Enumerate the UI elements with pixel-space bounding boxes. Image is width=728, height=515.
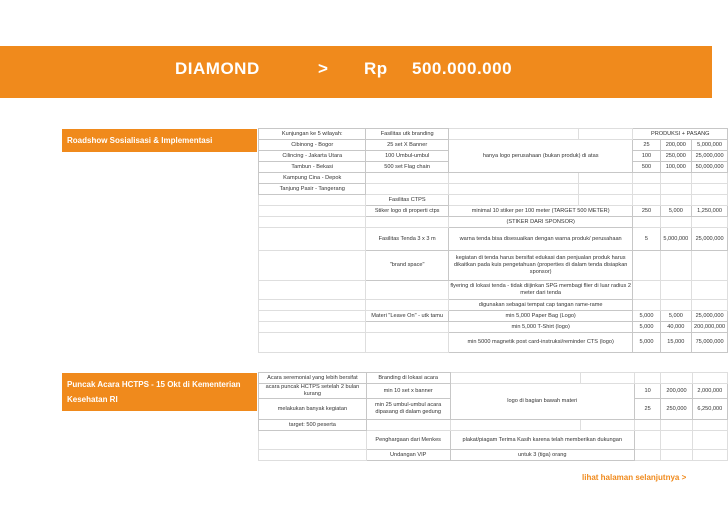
branding-item: 25 set X Banner <box>366 140 448 151</box>
total-cell: 25,000,000 <box>692 228 728 251</box>
qty-cell: 500 <box>633 162 660 173</box>
puncak-table <box>258 372 728 461</box>
price-cell: 200,000 <box>661 384 692 399</box>
puncak-target: target: 500 peserta <box>259 420 367 431</box>
tenda-item: Fasilitas Tenda 3 x 3 m <box>366 228 448 251</box>
price-cell: 200,000 <box>660 140 692 151</box>
qty-cell: 100 <box>633 151 660 162</box>
table-row <box>259 300 728 311</box>
leave-on-item: Materi "Leave On" - utk tamu <box>366 311 448 322</box>
branding-note: hanya logo perusahaan (bukan produk) di atas <box>448 140 633 173</box>
total-cell: 200,000,000 <box>692 322 728 333</box>
table-row <box>259 373 728 384</box>
untuk-desc: untuk 3 (tiga) orang <box>450 450 634 461</box>
puncak-desc: acara puncak HCTPS setelah 2 bulan kurang <box>259 384 367 399</box>
logo-note: logo di bagian bawah materi <box>450 384 634 420</box>
total-cell: 75,000,000 <box>692 333 728 353</box>
leave-on-desc: min 5,000 T-Shirt (logo) <box>448 322 633 333</box>
qty-cell: 25 <box>633 140 660 151</box>
location-cell: Tanjung Pasir - Tangerang <box>259 184 366 195</box>
plakat-desc: plakat/piagam Terima Kasih karena telah memberikan dukungan <box>450 431 634 450</box>
total-cell: 6,250,000 <box>692 399 727 420</box>
table-row <box>259 184 728 195</box>
location-cell: Tambun - Bekasi <box>259 162 366 173</box>
qty-cell: 25 <box>634 399 660 420</box>
banner-currency: Rp <box>364 59 388 78</box>
brandspace-desc: flyering di lokasi tenda - tidak diijinkan SPG membagi flier di luar radius 2 meter dari tenda <box>448 281 633 300</box>
table-row <box>259 431 728 450</box>
table-row <box>259 206 728 217</box>
branding-item: 500 set Flag chain <box>366 162 448 173</box>
price-cell: 15,000 <box>660 333 692 353</box>
puncak-desc: Acara seremonial yang lebih bersifat <box>259 373 367 384</box>
branding-header: Fasilitas utk branding <box>366 129 448 140</box>
tenda-desc: warna tenda bisa disesuaikan dengan warna produk/ perusahaan <box>448 228 633 251</box>
leave-on-desc: min 5000 magnetik post card-instruksi/reminder CTS (logo) <box>448 333 633 353</box>
brandspace-item: "brand space" <box>366 251 448 281</box>
puncak-desc: melakukan banyak kegiatan <box>259 399 367 420</box>
price-cell: 5,000 <box>660 311 692 322</box>
brandspace-desc: digunakan sebagai tempat cap tangan rame-rame <box>448 300 633 311</box>
price-cell: 5,000 <box>660 206 692 217</box>
xbanner-item: min 10 set x banner <box>366 384 450 399</box>
table-row <box>259 228 728 251</box>
next-page-link[interactable]: lihat halaman selanjutnya > <box>582 473 687 482</box>
table-row <box>259 384 728 399</box>
qty-cell: 5,000 <box>633 333 660 353</box>
location-header: Kunjungan ke 5 wilayah: <box>259 129 366 140</box>
price-cell: 40,000 <box>660 322 692 333</box>
table-row <box>259 251 728 281</box>
total-cell: 50,000,000 <box>692 162 728 173</box>
table-row <box>259 140 728 151</box>
section-label-roadshow: Roadshow Sosialisasi & Implementasi <box>62 129 257 152</box>
price-cell: 100,000 <box>660 162 692 173</box>
table-row <box>259 450 728 461</box>
price-cell: 250,000 <box>660 151 692 162</box>
stiker-item: Stiker logo di properti ctps <box>366 206 448 217</box>
table-row <box>259 322 728 333</box>
total-cell: 25,000,000 <box>692 151 728 162</box>
qty-cell: 5,000 <box>633 311 660 322</box>
location-cell: Kampung Cina - Depok <box>259 173 366 184</box>
penghargaan-item: Penghargaan dari Menkes <box>366 431 450 450</box>
sponsor-note: (STIKER DARI SPONSOR) <box>448 217 633 228</box>
qty-cell: 250 <box>633 206 660 217</box>
stiker-desc: minimal 10 stiker per 100 meter (TARGET 500 METER) <box>448 206 633 217</box>
table-row <box>259 420 728 431</box>
banner-edge <box>712 46 728 98</box>
qty-cell: 5 <box>633 228 660 251</box>
roadshow-table <box>258 128 728 353</box>
umbul-item: min 25 umbul-umbul acara dipasang di dalam gedung <box>366 399 450 420</box>
produksi-header: PRODUKSI + PASANG <box>633 129 728 140</box>
table-row <box>259 333 728 353</box>
branding-item: 100 Umbul-umbul <box>366 151 448 162</box>
location-cell: Cibinong - Bogor <box>259 140 366 151</box>
qty-cell: 10 <box>634 384 660 399</box>
table-row <box>259 281 728 300</box>
qty-cell: 5,000 <box>633 322 660 333</box>
package-banner <box>0 46 728 98</box>
package-name: DIAMOND <box>175 59 260 78</box>
undangan-item: Undangan VIP <box>366 450 450 461</box>
location-cell: Cilincing - Jakarta Utara <box>259 151 366 162</box>
total-cell: 5,000,000 <box>692 140 728 151</box>
table-row <box>259 311 728 322</box>
package-price: 500.000.000 <box>412 59 513 78</box>
leave-on-desc: min 5,000 Paper Bag (Logo) <box>448 311 633 322</box>
section-label-puncak: Puncak Acara HCTPS - 15 Okt di Kementerian Kesehatan RI <box>62 373 257 411</box>
total-cell: 25,000,000 <box>692 311 728 322</box>
table-row <box>259 195 728 206</box>
table-row <box>259 217 728 228</box>
branding-lokasi: Branding di lokasi acara <box>366 373 450 384</box>
table-row <box>259 129 728 140</box>
table-row <box>259 173 728 184</box>
brandspace-desc: kegiatan di tenda harus bersifat edukasi dan penjualan produk harus dikaitkan pada kuis pengetahuan (properties di dalam tenda disiapkan sponsor) <box>448 251 633 281</box>
price-cell: 250,000 <box>661 399 692 420</box>
total-cell: 1,250,000 <box>692 206 728 217</box>
ctps-header: Fasilitas CTPS <box>366 195 448 206</box>
price-cell: 5,000,000 <box>660 228 692 251</box>
total-cell: 2,000,000 <box>692 384 727 399</box>
banner-arrow: > <box>318 59 329 78</box>
